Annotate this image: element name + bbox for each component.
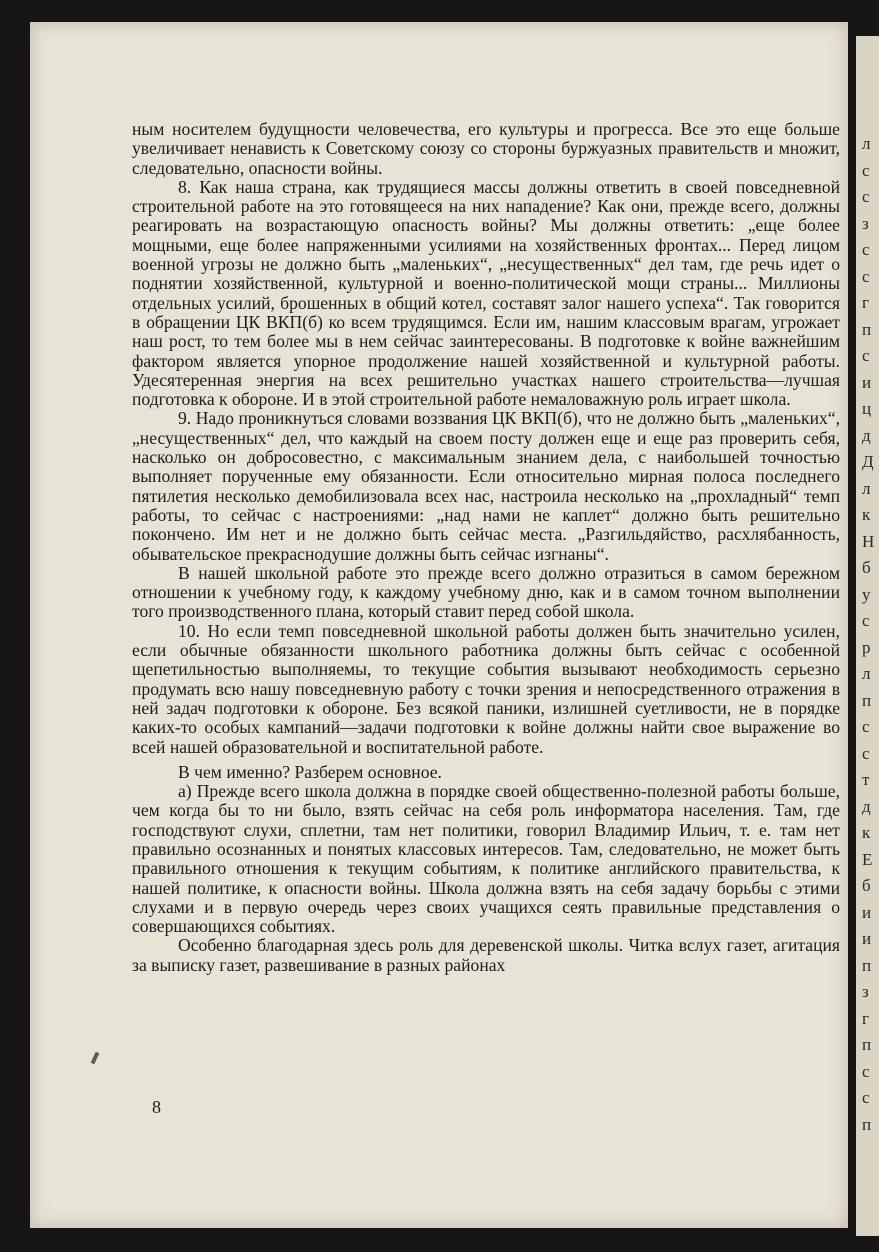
adjacent-page-letter: ц — [862, 399, 872, 418]
adjacent-page-letter: Д — [862, 452, 874, 471]
adjacent-page-letter: с — [862, 611, 870, 630]
adjacent-page-letter: г — [862, 1008, 869, 1028]
paragraph-8: 8. Как наша страна, как трудящиеся массы должны ответить в своей повседневной строительной работе на это готовящееся на них нападение? Как они, прежде всего, должны реагировать на возрастающую опасность войны? Мы должны ответить: „еще более мощными, еще более напряженными усилиями на хозяйственных фронтах... Перед лицом военной угрозы не должно быть „маленьких“, „несущественных“ дел там, где речь идет о поднятии хозяйственной, культурной и военно-политической мощи страны... Миллионы отдельных усилий, брошенных в общий котел, составят залог нашего успеха“. Так говорится в обращении ЦК ВКП(б) ко всем трудящимся. Если им, нашим классовым врагам, угрожает наш рост, то тем более мы в нем сейчас заинтересованы. В подготовке к войне важнейшим фактором является упорное продолжение нашей хозяйственной и культурной работы. Удесятеренная энергия на всех решительно участках нашего строительства—лучшая подготовка к обороне. И в этой строительной работе немаловажную роль играет школа. — [132, 176, 840, 410]
adjacent-page-letter: Н — [862, 531, 875, 551]
paragraph-school-work: В нашей школьной работе это прежде всего должно отразиться в самом бережном отношении к учебному году, к каждому учебному дню, как и в самом точном выполнении того производственного плана, который ставит перед собой школа. — [132, 562, 840, 622]
adjacent-page-letter: и — [862, 902, 872, 922]
adjacent-page-letter: д — [862, 425, 871, 445]
adjacent-page-letter: з — [862, 213, 869, 233]
adjacent-page-letter: и — [862, 929, 872, 948]
adjacent-page-edge — [856, 36, 879, 1236]
adjacent-page-letter: п — [862, 690, 872, 710]
adjacent-page-letter: к — [862, 823, 871, 842]
adjacent-page-letter: т — [862, 770, 870, 789]
adjacent-page-letter: к — [862, 505, 871, 524]
paragraph-question: В чем именно? Разберем основное. — [178, 761, 442, 782]
adjacent-page-letter: с — [862, 1061, 870, 1081]
adjacent-page-letter: р — [862, 637, 871, 657]
page-body-text — [132, 120, 840, 975]
adjacent-page-letter: Е — [862, 849, 873, 869]
adjacent-page-letter: з — [862, 982, 869, 1001]
adjacent-page-letter: с — [862, 717, 870, 736]
paragraph-9: 9. Надо проникнуться словами воззвания ЦК ВКП(б), что не должно быть „маленьких“, „несущественных“ дел, что каждый на своем посту должен еще и еще раз проверить себя, насколько он добросовестно, с максимальным знанием дела, с наибольшей точностью выполняет порученные ему обязанности. Если относительно мирная полоса последнего пятилетия несколько демобилизовала всех нас, настроила несколько на „прохладный“ темп работы, то сейчас с настроениями: „над нами не каплет“ должно быть решительно покончено. Им нет и не должно быть сейчас места. „Разгильдяйство, расхлябанность, обывательское прекраснодушие должны быть сейчас изгнаны“. — [132, 408, 840, 564]
paragraph-10: 10. Но если темп повседневной школьной работы должен быть значительно усилен, если обычные обязанности школьного работника должны быть сейчас с особенной щепетильностью выполняемы, то текущие события вызывают необходимость серьезно продумать всю нашу повседневную работу с точки зрения и непосредственного отражения в ней задач подготовки к обороне. Без всякой паники, излишней суетливости, не в порядке каких-то особых кампаний—задачи подготовки к войне должны найти свое выражение во всей нашей образовательной и воспитательной работе. — [132, 620, 840, 757]
adjacent-page-letter: с — [862, 1088, 870, 1107]
adjacent-page-letter: с — [862, 266, 870, 286]
adjacent-page-letter: п — [862, 319, 872, 339]
adjacent-page-letter: с — [862, 187, 870, 206]
adjacent-page-letter: л — [862, 134, 871, 153]
adjacent-page-letter: с — [862, 240, 870, 259]
paragraph-village-school: Особенно благодарная здесь роль для деревенской школы. Читка вслух газет, агитация за выписку газет, развешивание в разных районах — [132, 935, 840, 975]
paragraph-a: а) Прежде всего школа должна в порядке своей общественно-полезной работы больше, чем когда бы то ни было, взять сейчас на себя роль информатора населения. Там, где господствуют слухи, сплетни, там нет политики, говорил Владимир Ильич, т. е. там нет правильно осознанных и понятых классовых интересов. Там, следовательно, не может быть правильного отношения к текущим событиям, к политике английского правительства, к нашей политике, к опасности войны. Школа должна взять на себя задачу борьбы с этими слухами и в первую очередь через своих учащихся сеять правильные представления о совершающихся событиях. — [132, 781, 840, 937]
adjacent-page-letter: л — [862, 478, 871, 498]
adjacent-page-letter: п — [862, 955, 872, 975]
adjacent-page-letter: с — [862, 743, 870, 763]
adjacent-page-letter: б — [862, 876, 871, 895]
adjacent-page-letter: п — [862, 1114, 872, 1134]
adjacent-page-letter: д — [862, 796, 871, 816]
adjacent-page-letter: г — [862, 293, 869, 312]
paragraph-continuation: ным носителем будущности человечества, его культуры и прогресса. Все это еще больше увеличивает ненависть к Советскому союзу со стороны буржуазных правительств и множит, следовательно, опасности войны. — [132, 119, 840, 178]
adjacent-page-letter: у — [862, 584, 871, 604]
adjacent-page-letter: п — [862, 1035, 872, 1054]
adjacent-page-letter: и — [862, 372, 872, 392]
adjacent-page-letter: с — [862, 160, 870, 180]
adjacent-page-letter: л — [862, 664, 871, 683]
page-number: 8 — [152, 1097, 161, 1117]
adjacent-page-letter: б — [862, 558, 871, 577]
adjacent-page-letter: с — [862, 346, 870, 365]
